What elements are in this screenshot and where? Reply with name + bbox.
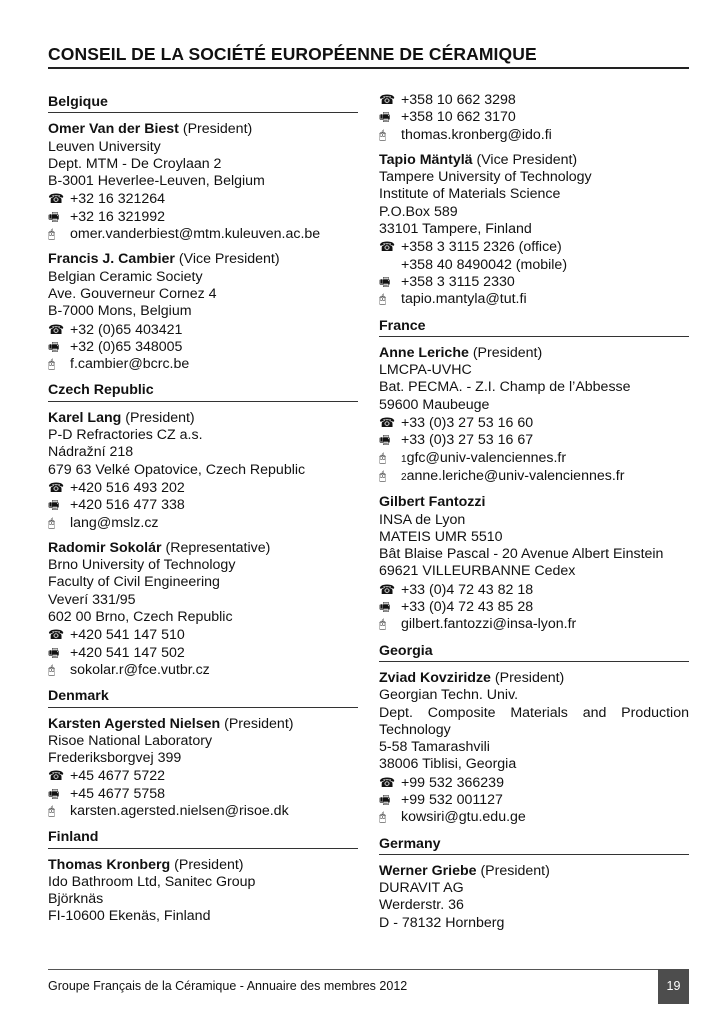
entry-text: +45 4677 5758 xyxy=(70,785,166,802)
member-entry xyxy=(48,540,358,679)
address-line xyxy=(379,739,689,756)
entry-text: +99 532 001127 xyxy=(401,791,503,808)
member-name-line xyxy=(48,716,358,733)
address-line xyxy=(379,169,689,186)
address-line xyxy=(379,186,689,203)
entry-text: +32 (0)65 348005 xyxy=(70,338,183,355)
entry-text: B-7000 Mons, Belgium xyxy=(48,303,192,320)
member-entry xyxy=(48,857,358,926)
address-line xyxy=(48,444,358,461)
email-index: 2 xyxy=(401,471,407,483)
address-line xyxy=(379,756,689,773)
email-line xyxy=(379,127,689,144)
phone-icon: ☎ xyxy=(379,92,396,107)
member-entry xyxy=(48,121,358,243)
entry-text: P.O.Box 589 xyxy=(379,203,458,220)
fax-line xyxy=(48,645,358,662)
entry-text: +358 3 3115 2330 xyxy=(401,273,515,290)
address-line xyxy=(379,915,689,932)
entry-text: FI-10600 Ekenäs, Finland xyxy=(48,908,211,925)
address-line xyxy=(379,512,689,529)
email-link[interactable]: lang@mslz.cz xyxy=(70,514,159,531)
phone-icon: ☎ xyxy=(48,321,65,337)
phone-line xyxy=(48,767,358,785)
fax-line xyxy=(48,497,358,514)
address-line xyxy=(48,173,358,190)
fax-icon: 🖷 xyxy=(379,792,391,807)
member-name-line xyxy=(379,152,689,169)
entry-text: MATEIS UMR 5510 xyxy=(379,528,503,545)
entry-text: +420 541 147 502 xyxy=(70,644,185,661)
fax-line xyxy=(379,792,689,809)
phone-line xyxy=(48,321,358,339)
email-link[interactable]: anne.leriche@univ-valenciennes.fr xyxy=(406,467,625,484)
member-name: Werner Griebe xyxy=(379,862,477,879)
email-line xyxy=(379,468,689,486)
email-link[interactable]: omer.vanderbiest@mtm.kuleuven.ac.be xyxy=(70,226,321,243)
address-line xyxy=(48,891,358,908)
member-name: Thomas Kronberg xyxy=(48,856,171,873)
entry-text: Björknäs xyxy=(48,891,104,908)
entry-text: Georgian Techn. Univ. xyxy=(379,687,519,704)
address-line xyxy=(48,139,358,156)
phone-icon: ☎ xyxy=(379,239,396,255)
entry-text: P-D Refractories CZ a.s. xyxy=(48,427,203,444)
member-name: Anne Leriche xyxy=(379,344,469,361)
email-line xyxy=(48,226,358,243)
entry-text: +33 (0)3 27 53 16 67 xyxy=(401,432,534,449)
member-name: Radomir Sokolár xyxy=(48,539,162,556)
entry-text: +358 10 662 3170 xyxy=(401,109,516,126)
member-entry xyxy=(48,251,358,373)
entry-text: Bat. PECMA. - Z.I. Champ de l’Abbesse xyxy=(379,379,631,396)
address-line xyxy=(48,750,358,767)
member-entry xyxy=(379,91,689,144)
email-link[interactable]: tapio.mantyla@tut.fi xyxy=(401,291,527,308)
member-name-line xyxy=(48,540,358,557)
right-column xyxy=(379,91,689,940)
email-line xyxy=(48,356,358,373)
email-link[interactable]: sokolar.r@fce.vutbr.cz xyxy=(70,661,210,678)
address-line xyxy=(379,204,689,221)
member-role: (Representative) xyxy=(161,539,271,556)
fax-line xyxy=(48,209,358,226)
phone-icon: ☎ xyxy=(48,191,65,207)
entry-text: +358 40 8490042 (mobile) xyxy=(401,256,568,273)
member-name-line xyxy=(48,251,358,268)
entry-text: Brno University of Technology xyxy=(48,557,236,574)
mouse-icon: 🖰 xyxy=(379,127,387,142)
member-role: (President) xyxy=(468,344,543,361)
fax-line xyxy=(379,274,689,291)
mouse-icon: 🖰 xyxy=(379,617,387,632)
email-link[interactable]: thomas.kronberg@ido.fi xyxy=(401,126,552,143)
fax-line xyxy=(48,786,358,803)
member-name: Karel Lang xyxy=(48,409,122,426)
title-divider xyxy=(48,67,689,69)
phone-line xyxy=(48,626,358,644)
address-line xyxy=(48,557,358,574)
entry-text: +33 (0)4 72 43 82 18 xyxy=(401,581,534,598)
phone-line xyxy=(379,581,689,599)
email-line xyxy=(379,450,689,468)
entry-text: +99 532 366239 xyxy=(401,774,504,791)
left-column xyxy=(48,94,358,934)
mouse-icon: 🖰 xyxy=(379,468,387,483)
address-line xyxy=(48,286,358,303)
entry-text: +358 3 3115 2326 (office) xyxy=(401,239,562,256)
fax-icon: 🖷 xyxy=(379,274,391,289)
phone-icon: ☎ xyxy=(48,768,65,784)
mouse-icon: 🖰 xyxy=(48,803,56,818)
entry-text: 69621 VILLEURBANNE Cedex xyxy=(379,563,576,580)
email-line xyxy=(379,616,689,633)
entry-text: Ido Bathroom Ltd, Sanitec Group xyxy=(48,873,256,890)
entry-text: Faculty of Civil Engineering xyxy=(48,574,220,591)
address-line xyxy=(48,874,358,891)
address-line xyxy=(379,529,689,546)
member-name: Tapio Mäntylä xyxy=(379,151,473,168)
phone-line xyxy=(379,91,689,109)
page-number: 19 xyxy=(658,969,689,1004)
member-role: (President) xyxy=(170,856,244,873)
member-name-line xyxy=(379,494,689,511)
country-heading: Belgique xyxy=(48,94,358,113)
address-line xyxy=(48,733,358,750)
entry-text: Dept. MTM - De Croylaan 2 xyxy=(48,155,222,172)
mouse-icon: 🖰 xyxy=(379,810,387,825)
address-line xyxy=(379,705,689,740)
entry-text: Dept. Composite Materials and Production Technology xyxy=(379,704,689,738)
entry-text: Institute of Materials Science xyxy=(379,186,561,203)
entry-text: Bât Blaise Pascal - 20 Avenue Albert Einstein xyxy=(379,546,664,563)
mouse-icon: 🖰 xyxy=(48,357,56,372)
country-heading: Denmark xyxy=(48,688,358,707)
mouse-icon: 🖰 xyxy=(48,662,56,677)
phone-line xyxy=(379,774,689,792)
entry-text: Werderstr. 36 xyxy=(379,897,464,914)
address-line xyxy=(48,592,358,609)
member-name-line xyxy=(379,670,689,687)
member-entry xyxy=(379,152,689,309)
member-name-line xyxy=(48,121,358,138)
entry-text: +420 541 147 510 xyxy=(70,627,185,644)
email-line xyxy=(379,809,689,826)
address-line xyxy=(379,880,689,897)
mouse-icon: 🖰 xyxy=(379,450,387,465)
address-line xyxy=(48,303,358,320)
email-line xyxy=(48,803,358,820)
email-line xyxy=(48,662,358,679)
entry-text: +358 10 662 3298 xyxy=(401,92,516,108)
member-name: Gilbert Fantozzi xyxy=(379,494,486,511)
entry-text: LMCPA-UVHC xyxy=(379,362,472,379)
member-name: Francis J. Cambier xyxy=(48,251,175,268)
country-heading: Finland xyxy=(48,829,358,848)
address-line xyxy=(48,574,358,591)
address-line xyxy=(379,362,689,379)
address-line xyxy=(48,427,358,444)
entry-text: DURAVIT AG xyxy=(379,880,464,897)
entry-text: Frederiksborgvej 399 xyxy=(48,750,182,767)
address-line xyxy=(48,269,358,286)
address-line xyxy=(379,257,689,274)
entry-text: Risoe National Laboratory xyxy=(48,732,213,749)
address-line xyxy=(379,897,689,914)
email-index: 1 xyxy=(401,453,407,465)
mouse-icon: 🖰 xyxy=(379,292,387,307)
entry-text: +32 16 321264 xyxy=(70,191,166,208)
member-entry xyxy=(48,716,358,821)
email-link[interactable]: f.cambier@bcrc.be xyxy=(70,356,190,373)
email-link[interactable]: gfc@univ-valenciennes.fr xyxy=(406,449,567,466)
entry-text: Tampere University of Technology xyxy=(379,169,592,186)
member-entry xyxy=(379,494,689,633)
entry-text: Belgian Ceramic Society xyxy=(48,268,203,285)
fax-icon: 🖷 xyxy=(48,209,60,224)
entry-text: 602 00 Brno, Czech Republic xyxy=(48,609,233,626)
entry-text: +33 (0)4 72 43 85 28 xyxy=(401,599,534,616)
member-name-line xyxy=(379,863,689,880)
fax-icon: 🖷 xyxy=(379,600,391,615)
page-title: CONSEIL DE LA SOCIÉTÉ EUROPÉENNE DE CÉRAMIQUE xyxy=(48,44,537,64)
fax-icon: 🖷 xyxy=(48,786,60,801)
fax-line xyxy=(379,432,689,449)
email-line xyxy=(379,291,689,308)
fax-icon: 🖷 xyxy=(48,498,60,513)
mouse-icon: 🖰 xyxy=(48,515,56,530)
member-role: (Vice President) xyxy=(174,251,280,268)
member-name-line xyxy=(48,857,358,874)
country-heading: France xyxy=(379,318,689,337)
phone-line xyxy=(379,414,689,432)
entry-text: 38006 Tiblisi, Georgia xyxy=(379,756,517,773)
mouse-icon: 🖰 xyxy=(48,227,56,242)
member-role: (President) xyxy=(476,862,550,879)
fax-icon: 🖷 xyxy=(379,110,391,125)
email-link[interactable]: karsten.agersted.nielsen@risoe.dk xyxy=(70,802,289,819)
entry-text: Veverí 331/95 xyxy=(48,591,136,608)
member-role: (President) xyxy=(178,121,253,138)
entry-text: +420 516 493 202 xyxy=(70,479,185,496)
entry-text: Nádražní 218 xyxy=(48,444,134,461)
phone-icon: ☎ xyxy=(48,627,65,643)
phone-line xyxy=(48,479,358,497)
entry-text: +32 16 321992 xyxy=(70,208,166,225)
member-name: Zviad Kovziridze xyxy=(379,669,491,686)
member-name-line xyxy=(48,410,358,427)
entry-text: Leuven University xyxy=(48,138,161,155)
member-name: Omer Van der Biest xyxy=(48,121,179,138)
phone-icon: ☎ xyxy=(379,581,396,597)
country-heading: Czech Republic xyxy=(48,382,358,401)
entry-text: +45 4677 5722 xyxy=(70,768,166,785)
email-line xyxy=(48,515,358,532)
member-entry xyxy=(48,410,358,532)
member-role: (President) xyxy=(490,669,565,686)
member-role: (President) xyxy=(220,715,294,732)
fax-icon: 🖷 xyxy=(48,645,60,660)
entry-text: 59600 Maubeuge xyxy=(379,396,490,413)
member-entry xyxy=(379,345,689,486)
member-name: Karsten Agersted Nielsen xyxy=(48,715,221,732)
entry-text: +33 (0)3 27 53 16 60 xyxy=(401,415,534,432)
address-line xyxy=(379,397,689,414)
entry-text: +32 (0)65 403421 xyxy=(70,321,183,338)
email-link[interactable]: gilbert.fantozzi@insa-lyon.fr xyxy=(401,616,577,633)
fax-icon: 🖷 xyxy=(379,433,391,448)
member-role: (President) xyxy=(121,409,195,426)
address-line xyxy=(48,908,358,925)
address-line xyxy=(48,156,358,173)
entry-text: 679 63 Velké Opatovice, Czech Republic xyxy=(48,461,306,478)
email-link[interactable]: kowsiri@gtu.edu.ge xyxy=(401,809,526,826)
entry-text: 33101 Tampere, Finland xyxy=(379,221,532,238)
entry-text: B-3001 Heverlee-Leuven, Belgium xyxy=(48,173,265,190)
member-name-line xyxy=(379,345,689,362)
address-line xyxy=(379,687,689,704)
address-line xyxy=(379,221,689,238)
phone-icon: ☎ xyxy=(48,479,65,495)
member-entry xyxy=(379,670,689,827)
address-line xyxy=(379,379,689,396)
entry-text: D - 78132 Hornberg xyxy=(379,914,505,931)
phone-icon: ☎ xyxy=(379,774,396,790)
phone-icon: ☎ xyxy=(379,415,396,431)
fax-icon: 🖷 xyxy=(48,339,60,354)
entry-text: 5-58 Tamarashvili xyxy=(379,739,490,756)
member-entry xyxy=(379,863,689,932)
entry-text: Ave. Gouverneur Cornez 4 xyxy=(48,285,217,302)
address-line xyxy=(379,546,689,563)
phone-line xyxy=(48,190,358,208)
member-role: (Vice President) xyxy=(472,151,578,168)
phone-line xyxy=(379,238,689,256)
address-line xyxy=(379,563,689,580)
entry-text: INSA de Lyon xyxy=(379,511,466,528)
footer-divider xyxy=(48,969,658,970)
fax-line xyxy=(48,339,358,356)
entry-text: +420 516 477 338 xyxy=(70,497,185,514)
address-line xyxy=(48,609,358,626)
fax-line xyxy=(379,599,689,616)
country-heading: Georgia xyxy=(379,643,689,662)
address-line xyxy=(48,462,358,479)
footer-text: Groupe Français de la Céramique - Annuaire des membres 2012 xyxy=(48,979,408,993)
fax-line xyxy=(379,109,689,126)
country-heading: Germany xyxy=(379,836,689,855)
